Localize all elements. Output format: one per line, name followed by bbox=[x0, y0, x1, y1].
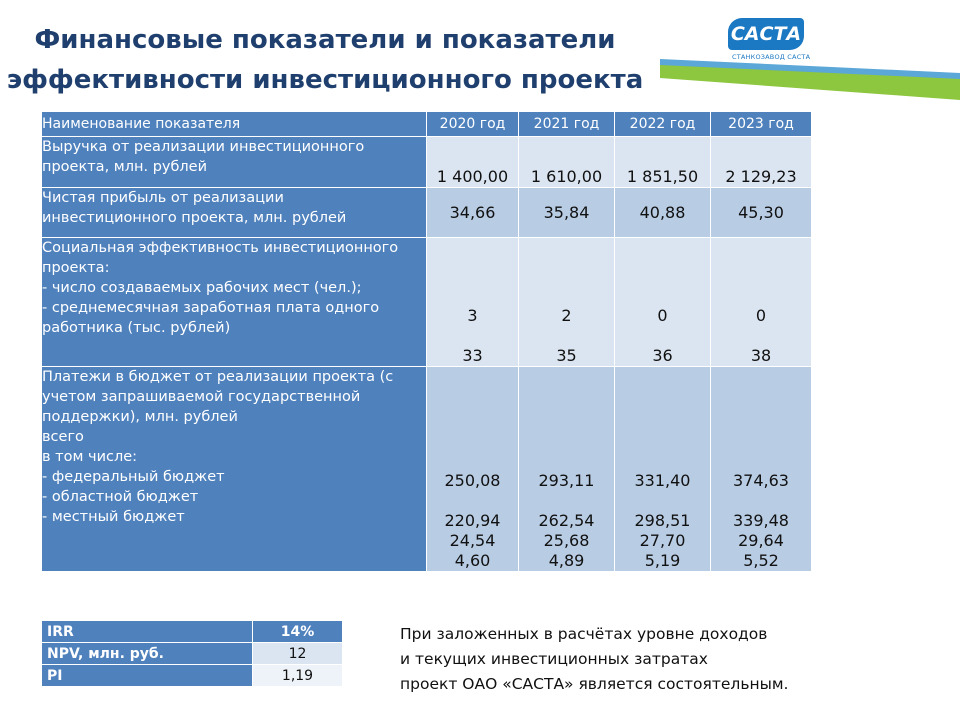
conclusion-line: проект ОАО «САСТА» является состоятельным. bbox=[400, 675, 789, 693]
value: 35 bbox=[556, 346, 577, 365]
row-name-line: Социальная эффективность инвестиционного bbox=[42, 240, 399, 256]
value: 35,84 bbox=[543, 202, 590, 222]
kpi-value: 1,19 bbox=[253, 665, 343, 687]
table-row-revenue bbox=[42, 137, 812, 188]
value-spacer bbox=[427, 326, 518, 346]
value-cell bbox=[519, 238, 615, 367]
value: 339,48 bbox=[733, 511, 789, 530]
table-header-row bbox=[42, 112, 812, 137]
page-title bbox=[0, 20, 650, 100]
kpi-value: 14% bbox=[253, 621, 343, 643]
value-cell bbox=[711, 188, 812, 238]
row-name-line: работника (тыс. рублей) bbox=[42, 320, 231, 336]
row-name-line: - число создаваемых рабочих мест (чел.); bbox=[42, 280, 362, 296]
value: 250,08 bbox=[444, 471, 501, 490]
value-cell bbox=[711, 367, 812, 572]
value: 5,52 bbox=[743, 551, 779, 570]
header-cell-2023: 2023 год bbox=[711, 112, 812, 137]
row-name bbox=[42, 238, 427, 367]
header-cell-2020: 2020 год bbox=[427, 112, 519, 137]
conclusion-line: При заложенных в расчётах уровне доходов bbox=[400, 625, 768, 643]
kpi-table bbox=[41, 620, 343, 687]
value: 2 129,23 bbox=[725, 167, 797, 186]
value: 293,11 bbox=[538, 471, 595, 490]
table-row-social bbox=[42, 238, 812, 367]
financial-table bbox=[41, 111, 812, 572]
logo-wordmark: САСТА bbox=[728, 18, 804, 50]
conclusion-text bbox=[400, 622, 900, 697]
row-name bbox=[42, 137, 427, 188]
value: 34,66 bbox=[449, 202, 496, 222]
value: 5,19 bbox=[644, 551, 681, 570]
value-cell bbox=[615, 238, 711, 367]
value-cell bbox=[615, 137, 711, 188]
kpi-row-irr bbox=[42, 621, 343, 643]
title-line-1: Финансовые показатели и показатели bbox=[34, 25, 616, 55]
row-name-line: проекта: bbox=[42, 260, 110, 276]
value-spacer bbox=[615, 491, 710, 511]
value-cell bbox=[519, 188, 615, 238]
value-spacer bbox=[519, 491, 614, 511]
value: 1 400,00 bbox=[436, 167, 509, 186]
value: 38 bbox=[750, 346, 772, 365]
row-name-line: - федеральный бюджет bbox=[42, 469, 225, 485]
value: 331,40 bbox=[634, 471, 691, 490]
value-cell bbox=[519, 137, 615, 188]
row-name-line: - областной бюджет bbox=[42, 489, 199, 505]
company-logo bbox=[728, 18, 818, 68]
header-cell-name: Наименование показателя bbox=[42, 112, 427, 137]
header-cell-2022: 2022 год bbox=[615, 112, 711, 137]
value-cell bbox=[615, 188, 711, 238]
value-spacer bbox=[615, 326, 710, 346]
row-name-line: Чистая прибыль от реализации bbox=[42, 190, 284, 206]
row-name-line: в том числе: bbox=[42, 449, 138, 465]
value: 0 bbox=[657, 306, 668, 325]
value: 25,68 bbox=[543, 531, 590, 550]
table-row-net-profit bbox=[42, 188, 812, 238]
value: 27,70 bbox=[639, 531, 686, 550]
table-row-budget-payments bbox=[42, 367, 812, 572]
value: 4,89 bbox=[548, 551, 585, 570]
value-cell bbox=[711, 238, 812, 367]
value-cell bbox=[427, 137, 519, 188]
value: 29,64 bbox=[738, 531, 784, 550]
row-name-line: - среднемесячная заработная плата одного bbox=[42, 300, 380, 316]
value-cell bbox=[427, 367, 519, 572]
kpi-row-npv bbox=[42, 643, 343, 665]
value: 0 bbox=[755, 306, 767, 325]
value: 262,54 bbox=[538, 511, 595, 530]
value-spacer bbox=[519, 326, 614, 346]
value: 220,94 bbox=[444, 511, 501, 530]
value-cell bbox=[427, 188, 519, 238]
value: 24,54 bbox=[449, 531, 496, 550]
value: 2 bbox=[561, 306, 572, 325]
kpi-value: 12 bbox=[253, 643, 343, 665]
conclusion-line: и текущих инвестиционных затратах bbox=[400, 650, 708, 668]
row-name-line: проекта, млн. рублей bbox=[42, 159, 208, 175]
value-cell bbox=[711, 137, 812, 188]
value: 1 851,50 bbox=[626, 167, 699, 186]
value-cell bbox=[427, 238, 519, 367]
kpi-name: NPV, млн. руб. bbox=[42, 643, 253, 665]
row-name-line: учетом запрашиваемой государственной bbox=[42, 389, 361, 405]
row-name bbox=[42, 188, 427, 238]
row-name-line: инвестиционного проекта, млн. рублей bbox=[42, 210, 347, 226]
row-name-line: всего bbox=[42, 429, 84, 445]
header-cell-2021: 2021 год bbox=[519, 112, 615, 137]
row-name-line: - местный бюджет bbox=[42, 509, 185, 525]
value-cell bbox=[519, 367, 615, 572]
value-spacer bbox=[711, 326, 811, 346]
row-name-line: поддержки), млн. рублей bbox=[42, 409, 238, 425]
title-line-2: эффективности инвестиционного проекта bbox=[6, 65, 644, 95]
value: 1 610,00 bbox=[530, 167, 603, 186]
row-name bbox=[42, 367, 427, 572]
value: 45,30 bbox=[738, 202, 784, 222]
kpi-name: PI bbox=[42, 665, 253, 687]
kpi-row-pi bbox=[42, 665, 343, 687]
value-spacer bbox=[711, 491, 811, 511]
value: 36 bbox=[652, 346, 673, 365]
kpi-name: IRR bbox=[42, 621, 253, 643]
value: 3 bbox=[467, 306, 478, 325]
row-name-line: Выручка от реализации инвестиционного bbox=[42, 139, 365, 155]
value: 40,88 bbox=[639, 202, 686, 222]
logo-subtitle: СТАНКОЗАВОД САСТА bbox=[732, 53, 811, 61]
value: 374,63 bbox=[733, 471, 789, 490]
row-name-line: Платежи в бюджет от реализации проекта (с bbox=[42, 369, 394, 385]
value: 298,51 bbox=[634, 511, 691, 530]
value-cell bbox=[615, 367, 711, 572]
value: 4,60 bbox=[454, 551, 491, 570]
value: 33 bbox=[462, 346, 483, 365]
value-spacer bbox=[427, 491, 518, 511]
